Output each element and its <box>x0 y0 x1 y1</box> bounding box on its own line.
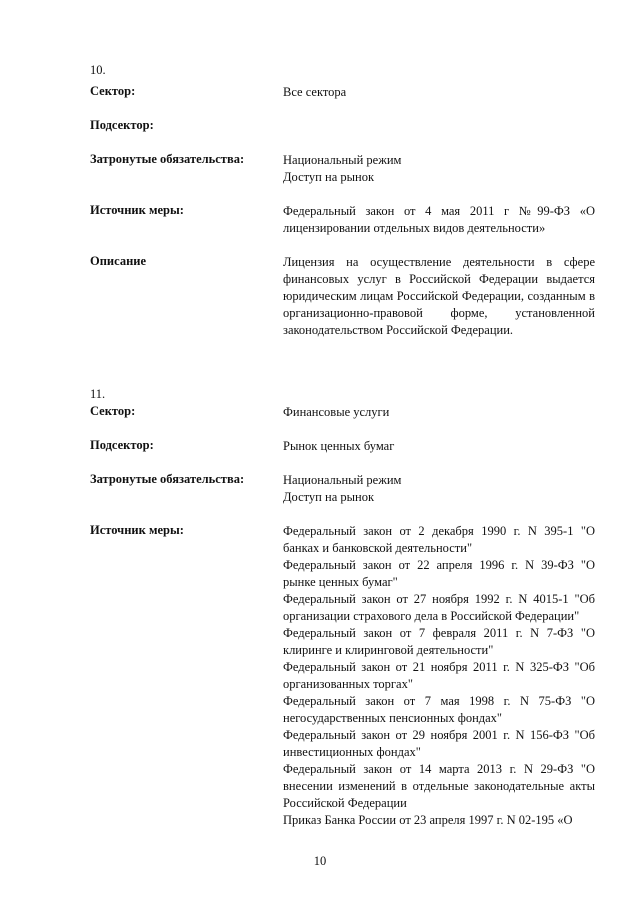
entry-number: 10. <box>90 63 106 77</box>
description-value: Лицензия на осуществление деятельности в сфере финансовых услуг в Российской Федерации выдается юридическим лицам Российской Федерации, созданным в организационно-правовой форме, установленной законодательством Российской Федерации. <box>283 255 595 337</box>
obligation-item: Национальный режим <box>283 153 402 167</box>
obligations-label: Затронутые обязательства: <box>90 472 245 486</box>
entry-number: 11. <box>90 387 106 401</box>
obligation-item: Доступ на рынок <box>283 170 375 184</box>
source-item: Федеральный закон от 7 февраля 2011 г. N 7-ФЗ "О клиринге и клиринговой деятельности" <box>283 626 595 657</box>
sector-value: Финансовые услуги <box>283 405 390 419</box>
obligations-label: Затронутые обязательства: <box>90 152 245 166</box>
source-item: Федеральный закон от 21 ноября 2011 г. N 325-ФЗ "Об организованных торгах" <box>283 660 595 691</box>
source-value: Федеральный закон от 4 мая 2011 г №99-ФЗ «О лицензировании отдельных видов деятельности» <box>283 204 595 235</box>
page-number: 10 <box>313 854 327 868</box>
obligation-item: Доступ на рынок <box>283 490 375 504</box>
source-item: Федеральный закон от 27 ноября 1992 г. N 4015-1 "Об организации страхового дела в Российской Федерации" <box>283 592 595 623</box>
source-list <box>283 523 595 829</box>
description-label: Описание <box>90 254 147 268</box>
source-label: Источник меры: <box>90 203 184 217</box>
obligations-value <box>283 472 595 506</box>
sector-label: Сектор: <box>90 404 136 418</box>
source-item: Федеральный закон от 22 апреля 1996 г. N 39-ФЗ "О рынке ценных бумаг" <box>283 558 595 589</box>
subsector-value: Рынок ценных бумаг <box>283 439 395 453</box>
source-item: Федеральный закон от 7 мая 1998 г. N 75-ФЗ "О негосударственных пенсионных фондах" <box>283 694 595 725</box>
sector-label: Сектор: <box>90 84 136 98</box>
subsector-label: Подсектор: <box>90 118 154 132</box>
source-label: Источник меры: <box>90 523 184 537</box>
obligations-value <box>283 152 595 186</box>
subsector-label: Подсектор: <box>90 438 154 452</box>
source-item: Федеральный закон от 2 декабря 1990 г. N 395-1 "О банках и банковской деятельности" <box>283 524 595 555</box>
obligation-item: Национальный режим <box>283 473 402 487</box>
source-item: Приказ Банка России от 23 апреля 1997 г. N 02-195 «О <box>283 813 573 827</box>
source-item: Федеральный закон от 14 марта 2013 г. N 29-ФЗ "О внесении изменений в отдельные законодательные акты Российской Федерации <box>283 762 595 810</box>
source-item: Федеральный закон от 29 ноября 2001 г. N 156-ФЗ "Об инвестиционных фондах" <box>283 728 595 759</box>
sector-value: Все сектора <box>283 85 347 99</box>
